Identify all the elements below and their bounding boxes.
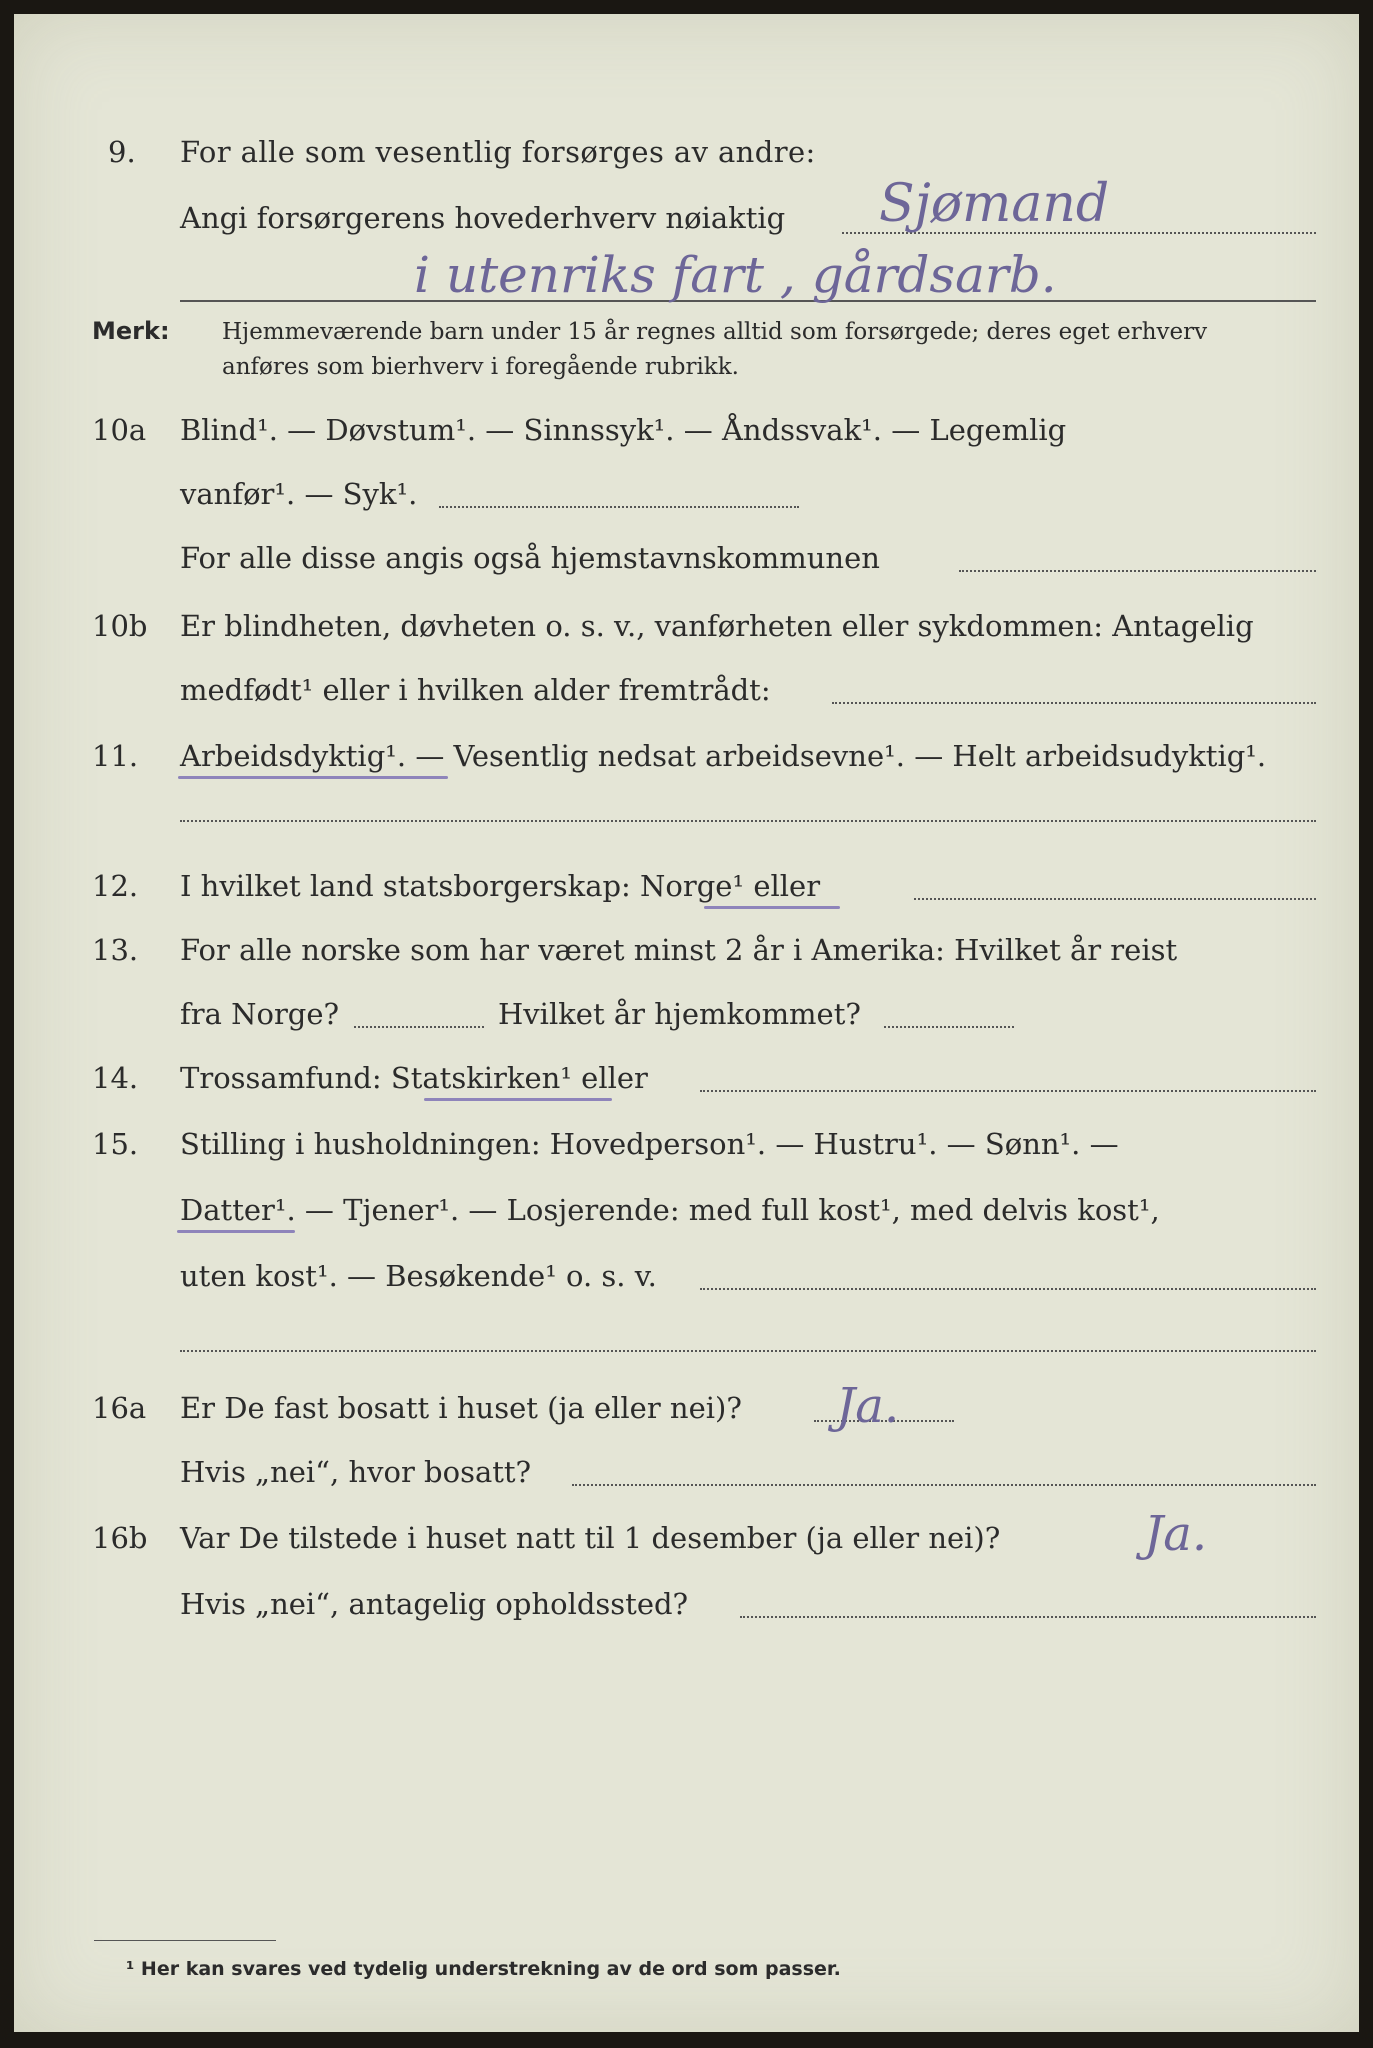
q12-line1: I hvilket land statsborgerskap: Norge¹ eller: [180, 869, 821, 903]
q10b-line2: medfødt¹ eller i hvilken alder fremtrådt:: [180, 673, 771, 707]
q15-line2: Datter¹. — Tjener¹. — Losjerende: med full kost¹, med delvis kost¹,: [180, 1193, 1160, 1227]
q14-answer-underline: [424, 1098, 612, 1101]
q16b-opholdssted-line: [740, 1616, 1316, 1618]
merk-line2: anføres som bierhverv i foregående rubrikk.: [222, 354, 739, 380]
q16a-answer: Ja.: [836, 1378, 900, 1434]
q9-line2: Angi forsørgerens hovederhverv nøiaktig: [180, 201, 786, 235]
q10b-alder-line: [832, 702, 1316, 704]
q12-land-line: [914, 898, 1316, 900]
q11-answer-line: [180, 820, 1316, 822]
footnote-rule: [94, 1940, 276, 1941]
q13-reist-line: [354, 1026, 484, 1028]
merk-label: Merk:: [92, 317, 170, 345]
q15-stilling-line: [700, 1288, 1316, 1290]
q15-answer-underline: [177, 1230, 295, 1233]
q11-line1: Arbeidsdyktig¹. — Vesentlig nedsat arbeidsevne¹. — Helt arbeidsudyktig¹.: [180, 739, 1267, 773]
q12-answer-underline: [704, 906, 840, 909]
q16b-line1: Var De tilstede i huset natt til 1 desember (ja eller nei)?: [180, 1521, 1001, 1555]
q11-number: 11.: [92, 739, 139, 773]
q16a-bosatt-line: [572, 1484, 1316, 1486]
q10a-kommune-line: [959, 570, 1316, 572]
q14-line1: Trossamfund: Statskirken¹ eller: [180, 1061, 648, 1095]
q13-number: 13.: [92, 933, 139, 967]
q10a-line2: vanfør¹. — Syk¹.: [180, 477, 418, 511]
q13-hjemkommet-line: [884, 1026, 1014, 1028]
q16a-line2: Hvis „nei“, hvor bosatt?: [180, 1455, 532, 1489]
q10b-line1: Er blindheten, døvheten o. s. v., vanførheten eller sykdommen: Antagelig: [180, 609, 1254, 643]
q16b-line2: Hvis „nei“, antagelig opholdssted?: [180, 1587, 689, 1621]
census-form-page: [14, 14, 1359, 2032]
q16b-answer: Ja.: [1144, 1506, 1208, 1562]
q16a-number: 16a: [92, 1391, 147, 1425]
q13-line1: For alle norske som har været minst 2 år i Amerika: Hvilket år reist: [180, 933, 1178, 967]
q9-line1: For alle som vesentlig forsørges av andre:: [180, 135, 816, 169]
q9-answer-occupation: Sjømand: [879, 174, 1110, 234]
q12-number: 12.: [92, 869, 139, 903]
q10a-number: 10a: [92, 413, 147, 447]
q10a-line3: For alle disse angis også hjemstavnskommunen: [180, 541, 880, 575]
q11-answer-underline: [178, 776, 448, 779]
q13-line2b: Hvilket år hjemkommet?: [498, 997, 861, 1031]
q14-number: 14.: [92, 1061, 139, 1095]
q9-number: 9.: [108, 135, 136, 169]
q13-line2a: fra Norge?: [180, 997, 340, 1031]
merk-line1: Hjemmeværende barn under 15 år regnes alltid som forsørgede; deres eget erhverv: [222, 319, 1208, 345]
q16a-line1: Er De fast bosatt i huset (ja eller nei)?: [180, 1391, 742, 1425]
q15-line3: uten kost¹. — Besøkende¹ o. s. v.: [180, 1259, 657, 1293]
q10a-syk-line: [439, 506, 799, 508]
q9-answer-detail: i utenriks fart , gårdsarb.: [414, 246, 1057, 304]
q15-extra-line: [180, 1350, 1316, 1352]
q16b-number: 16b: [92, 1521, 148, 1555]
q15-number: 15.: [92, 1127, 139, 1161]
q15-line1: Stilling i husholdningen: Hovedperson¹. — Hustru¹. — Sønn¹. —: [180, 1127, 1119, 1161]
q10b-number: 10b: [92, 609, 148, 643]
footnote-text: ¹ Her kan svares ved tydelig understrekning av de ord som passer.: [126, 1958, 841, 1980]
q10a-line1: Blind¹. — Døvstum¹. — Sinnssyk¹. — Åndssvak¹. — Legemlig: [180, 413, 1067, 447]
q14-trossamfund-line: [700, 1090, 1316, 1092]
